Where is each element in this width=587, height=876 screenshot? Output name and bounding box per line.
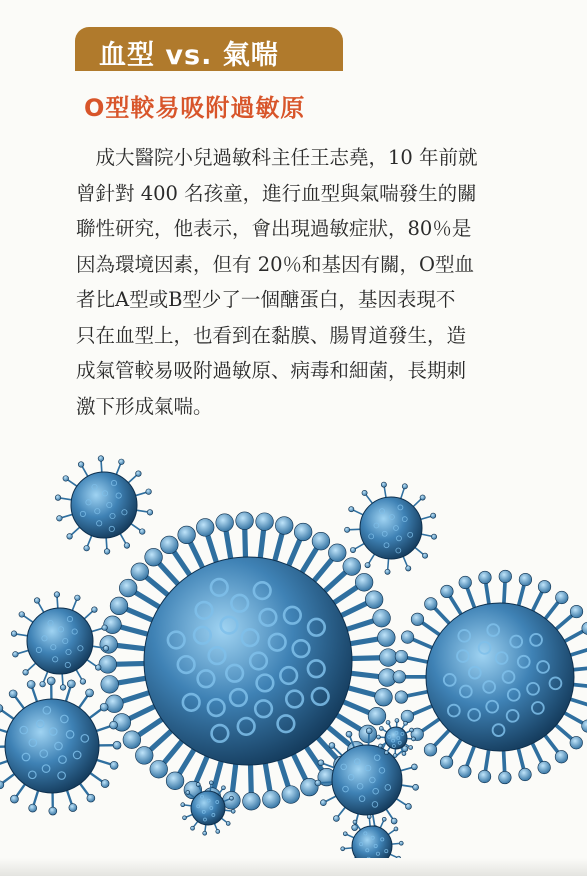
article-line: 曾針對 400 名孩童，進行血型與氣喘發生的關	[76, 181, 477, 205]
article-subtitle: O型較易吸附過敏原	[84, 94, 306, 122]
article-line: 聯性研究，他表示，會出現過敏症狀，80％是	[76, 217, 472, 240]
virus-particle	[55, 456, 153, 555]
virus-particle	[0, 677, 121, 815]
page-edge-shadow	[0, 858, 587, 876]
section-banner	[75, 27, 343, 71]
article-line: 激下形成氣喘。	[76, 394, 213, 418]
article-body	[76, 140, 556, 424]
article-line: 因為環境因素，但有 20％和基因有關，O型血	[76, 252, 474, 276]
article-line: 者比A型或B型少了一個醣蛋白，基因表現不	[76, 288, 456, 311]
article-line: 成氣管較易吸附過敏原、病毒和細菌，長期刺	[76, 359, 467, 382]
virus-particle	[11, 592, 109, 691]
banner-title: 血型 vs. 氣喘	[99, 40, 279, 71]
article-line: 只在血型上，也看到在黏膜、腸胃道發生，造	[76, 323, 467, 347]
virus-particle	[393, 570, 587, 784]
virus-illustration	[0, 450, 587, 876]
article-line: 成大醫院小兒過敏科主任王志堯，10 年前就	[76, 146, 478, 169]
